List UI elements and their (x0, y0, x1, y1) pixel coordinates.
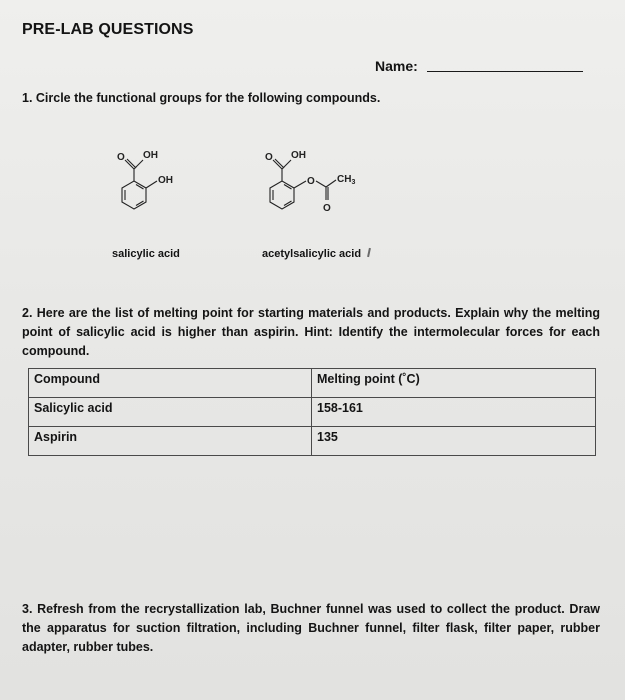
question-2-text: 2. Here are the list of melting point for starting materials and products. Explain why the melting point of salicylic acid is higher than aspirin. Hint: Identify the intermolecular forces for each compound. (22, 306, 600, 358)
melting-point-table (28, 368, 596, 456)
table-cell-melting-point: 135 (312, 427, 596, 456)
methyl-group (337, 174, 355, 186)
table-header-row (29, 369, 596, 398)
name-blank-line (427, 71, 583, 72)
salicylic-acid-label: salicylic acid (112, 248, 180, 260)
acid-oh-group: OH (143, 150, 158, 161)
question-1-text: 1. Circle the functional groups for the following compounds. (22, 91, 381, 105)
ring-oh-group: OH (158, 175, 173, 186)
stray-pen-mark (367, 248, 371, 257)
page-title: PRE-LAB QUESTIONS (22, 21, 194, 38)
table-cell-melting-point: 158-161 (312, 398, 596, 427)
name-label: Name: (375, 58, 418, 74)
acetylsalicylic-acid-structure (256, 144, 366, 224)
table-row (29, 427, 596, 456)
table-header-compound: Compound (29, 369, 312, 398)
carbonyl-o-atom: O (265, 152, 273, 163)
salicylic-acid-structure (112, 144, 192, 219)
ester-carbonyl-o-atom: O (323, 203, 331, 214)
table-cell-compound: Salicylic acid (29, 398, 312, 427)
acid-oh-group: OH (291, 150, 306, 161)
table-cell-compound: Aspirin (29, 427, 312, 456)
table-header-melting-point: Melting point (˚C) (312, 369, 596, 398)
acetylsalicylic-acid-drawing (256, 144, 366, 224)
carbonyl-o-atom: O (117, 152, 125, 163)
methyl-ch: CH (337, 174, 352, 185)
methyl-subscript: 3 (351, 179, 356, 186)
question-3-text: 3. Refresh from the recrystallization lab, Buchner funnel was used to collect the product. Draw the apparatus for suction filtration, including Buchner funnel, filter flask, filter paper, rubber adapter, rubber tubes. (22, 602, 600, 654)
salicylic-acid-drawing (112, 144, 192, 219)
acetylsalicylic-acid-label: acetylsalicylic acid (262, 248, 362, 260)
ester-o-atom: O (307, 176, 315, 187)
table-row (29, 398, 596, 427)
